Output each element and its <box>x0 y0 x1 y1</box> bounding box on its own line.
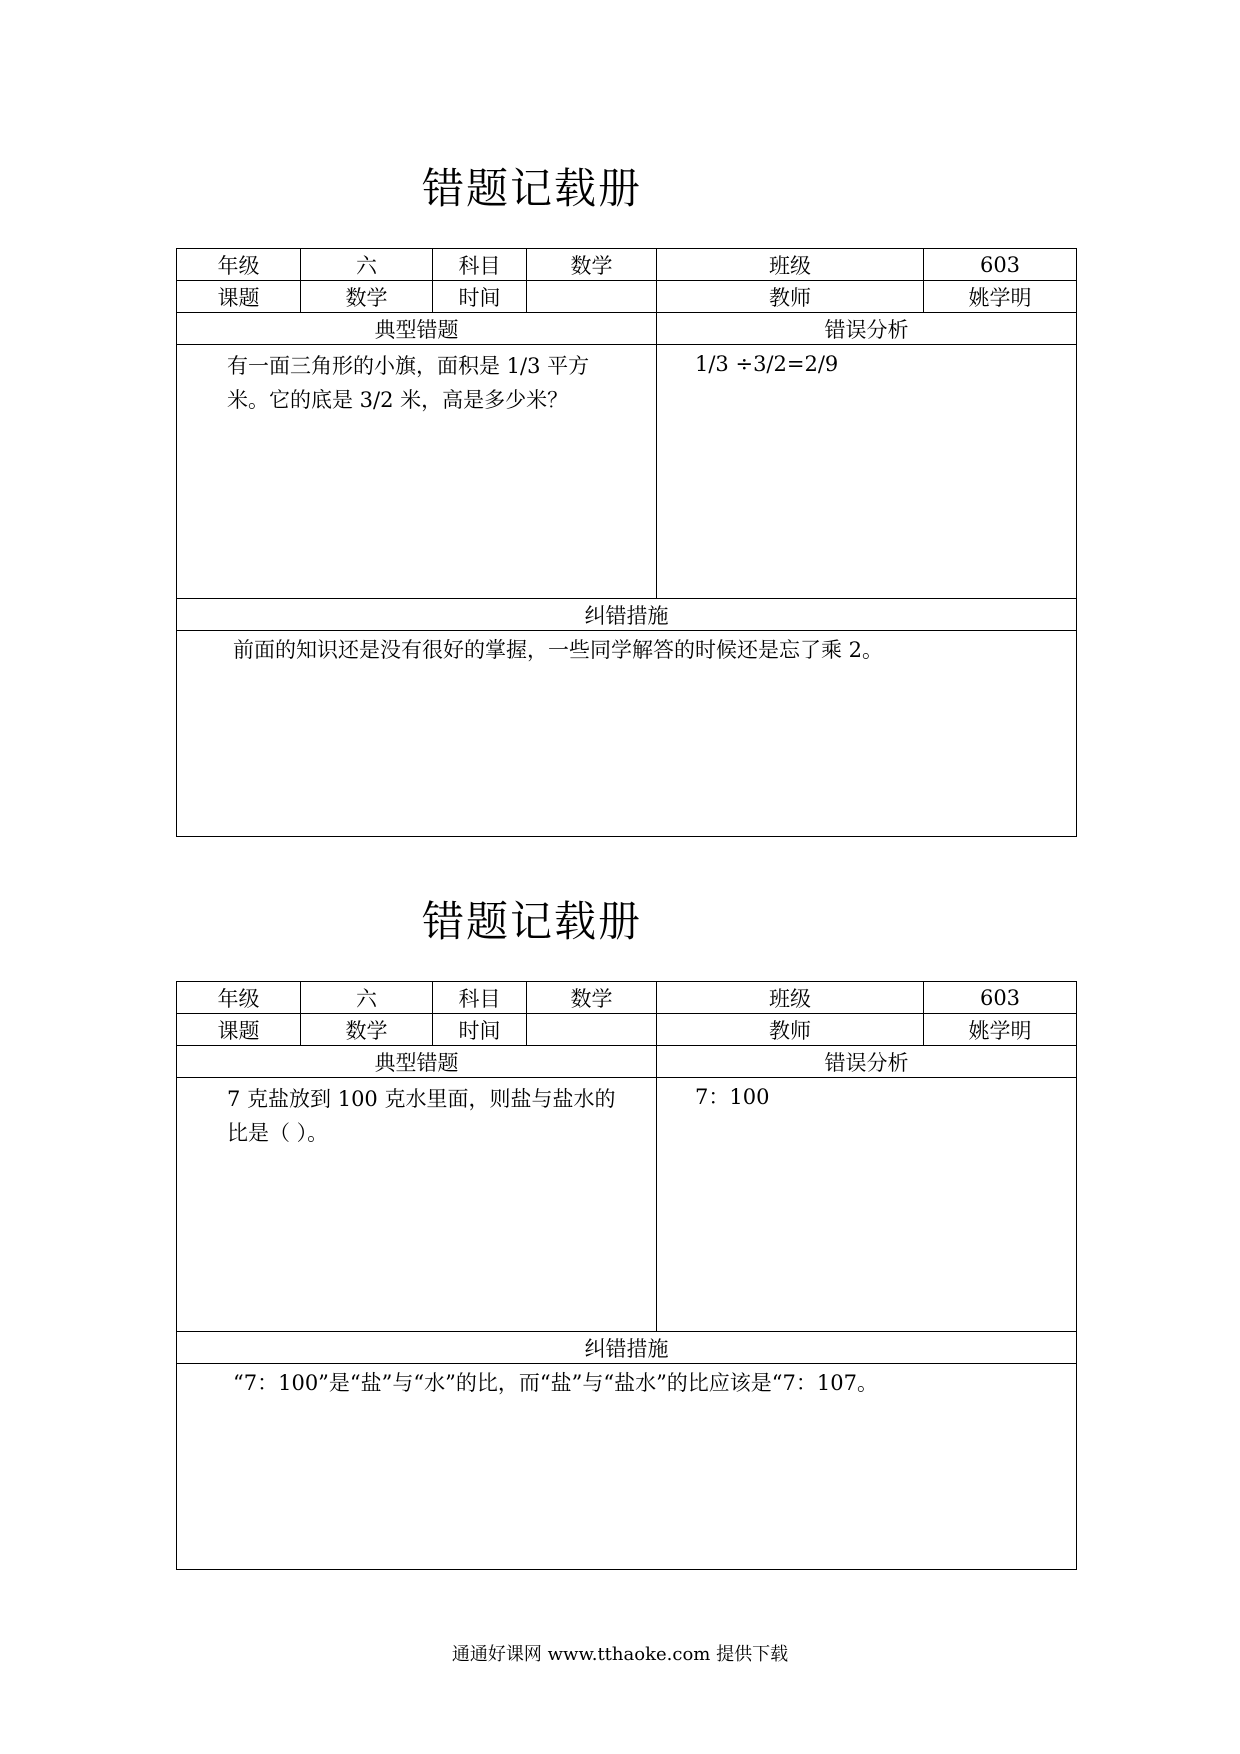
analysis-text: 1/3 ÷3/2=2/9 <box>695 352 839 376</box>
content-row <box>177 345 1077 599</box>
measure-row <box>177 631 1077 837</box>
info-row <box>177 281 1077 313</box>
topic-label: 课题 <box>177 281 301 313</box>
grade-label: 年级 <box>177 249 301 281</box>
teacher-value: 姚学明 <box>924 1014 1077 1046</box>
measure-row <box>177 1364 1077 1570</box>
question-cell <box>177 345 657 599</box>
subject-label: 科目 <box>433 249 527 281</box>
measure-cell <box>177 1364 1077 1570</box>
section-header-row <box>177 1046 1077 1078</box>
time-value <box>527 281 657 313</box>
teacher-value: 姚学明 <box>924 281 1077 313</box>
time-value <box>527 1014 657 1046</box>
class-label: 班级 <box>657 249 924 281</box>
error-analysis-heading: 错误分析 <box>657 1046 1077 1078</box>
class-value: 603 <box>924 982 1077 1014</box>
measure-text: “7：100”是“盐”与“水”的比，而“盐”与“盐水”的比应该是“7：107。 <box>191 1371 878 1395</box>
teacher-label: 教师 <box>657 1014 924 1046</box>
correction-measure-heading: 纠错措施 <box>177 599 1077 631</box>
question-cell <box>177 1078 657 1332</box>
content-row <box>177 1078 1077 1332</box>
measure-header-row <box>177 1332 1077 1364</box>
teacher-label: 教师 <box>657 281 924 313</box>
correction-measure-heading: 纠错措施 <box>177 1332 1077 1364</box>
topic-value: 数学 <box>301 281 433 313</box>
typical-error-heading: 典型错题 <box>177 313 657 345</box>
grade-value: 六 <box>301 982 433 1014</box>
subject-value: 数学 <box>527 982 657 1014</box>
topic-value: 数学 <box>301 1014 433 1046</box>
subject-value: 数学 <box>527 249 657 281</box>
record-title: 错题记载册 <box>422 897 643 946</box>
analysis-cell <box>657 1078 1077 1332</box>
analysis-text: 7：100 <box>695 1085 770 1109</box>
section-header-row <box>177 313 1077 345</box>
grade-label: 年级 <box>177 982 301 1014</box>
error-analysis-heading: 错误分析 <box>657 313 1077 345</box>
info-row <box>177 1014 1077 1046</box>
footer-note: 通通好课网 www.tthaoke.com 提供下载 <box>451 1644 789 1665</box>
topic-label: 课题 <box>177 1014 301 1046</box>
info-row <box>177 249 1077 281</box>
measure-text: 前面的知识还是没有很好的掌握，一些同学解答的时候还是忘了乘 2。 <box>191 638 884 662</box>
analysis-cell <box>657 345 1077 599</box>
time-label: 时间 <box>433 281 527 313</box>
grade-value: 六 <box>301 249 433 281</box>
question-text: 有一面三角形的小旗，面积是 1/3 平方米。它的底是 3/2 米，高是多少米？ <box>227 354 590 412</box>
class-label: 班级 <box>657 982 924 1014</box>
question-text: 7 克盐放到 100 克水里面，则盐与盐水的比是（ ）。 <box>227 1087 616 1145</box>
typical-error-heading: 典型错题 <box>177 1046 657 1078</box>
time-label: 时间 <box>433 1014 527 1046</box>
class-value: 603 <box>924 249 1077 281</box>
info-row <box>177 982 1077 1014</box>
record-table <box>176 981 1077 1570</box>
measure-cell <box>177 631 1077 837</box>
measure-header-row <box>177 599 1077 631</box>
record-title: 错题记载册 <box>422 164 643 213</box>
subject-label: 科目 <box>433 982 527 1014</box>
record-table <box>176 248 1077 837</box>
